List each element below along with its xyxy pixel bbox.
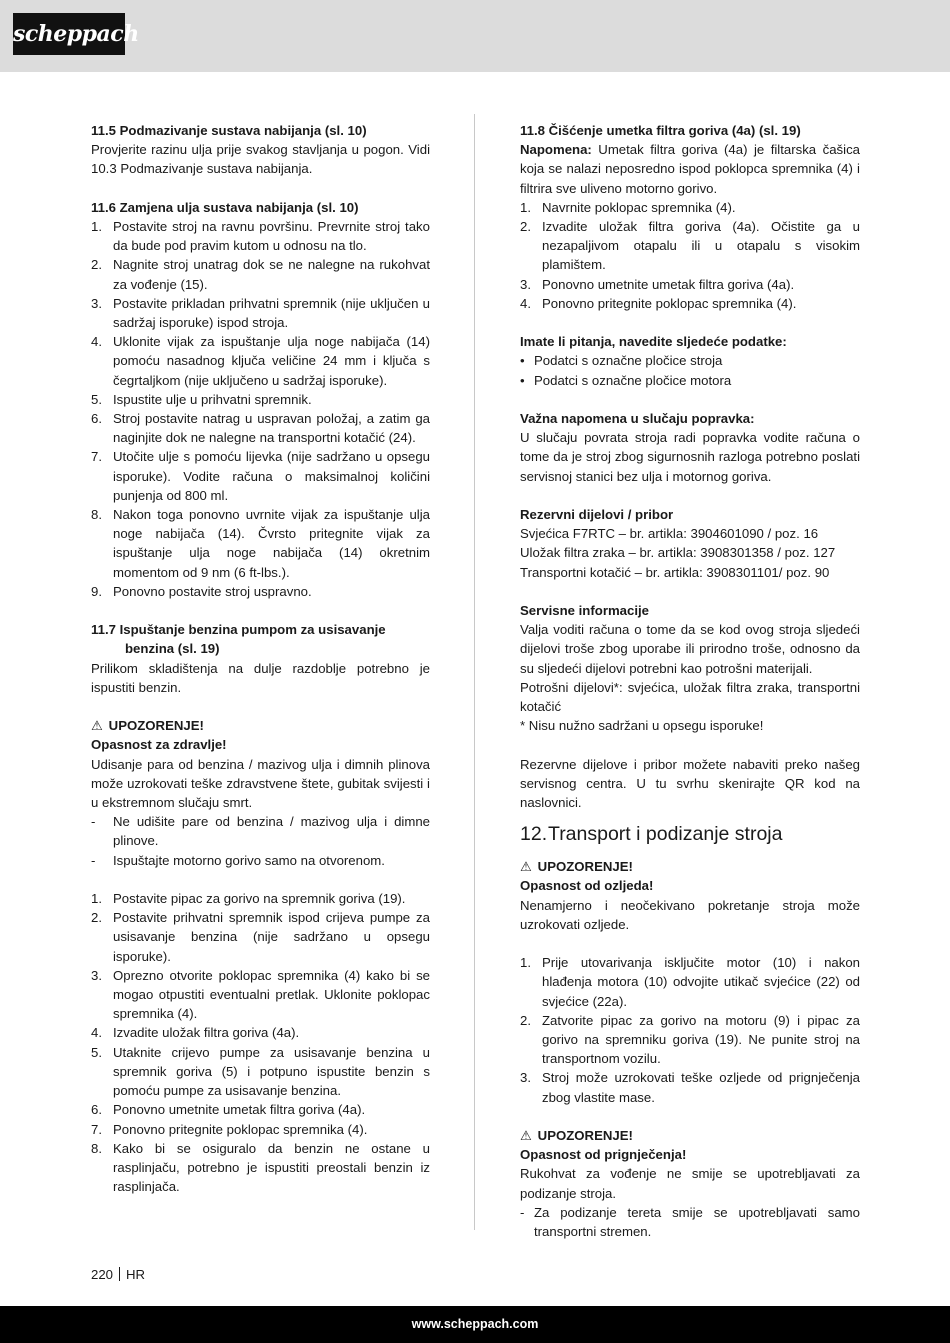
repair-heading: Važna napomena u slučaju popravka: — [520, 411, 755, 427]
list-item: 4. Ponovno pritegnite poklopac spremnika (4). — [520, 295, 797, 311]
service-heading: Servisne informacije — [520, 603, 650, 619]
list-item: 1. Postavite pipac za gorivo na spremnik goriva (19). — [91, 891, 406, 907]
note-11-8: Napomena: Umetak filtra goriva (4a) je filtarska čašica koja se nalazi neposredno ispod poklopca spremnika (4) i filtrira sve uliveno motorno gorivo. — [520, 142, 860, 196]
heading-11-5: 11.5 Podmazivanje sustava nabijanja (sl. 10) — [91, 123, 367, 138]
questions-heading: Imate li pitanja, navedite sljedeće podatke: — [520, 334, 787, 350]
right-column — [520, 121, 860, 1241]
repair-body: U slučaju povrata stroja radi popravka vodite računa o tome da je stroj zbog sigurnosnih razloga potrebno poslati servisnoj stanici bez ulja i motornog goriva. — [520, 430, 860, 484]
list-item: - Ispuštajte motorno gorivo samo na otvorenom. — [91, 852, 385, 868]
parts-line: Uložak filtra zraka – br. artikla: 3908301358 / poz. 127 — [520, 545, 836, 561]
danger-title: Opasnost za zdravlje! — [91, 737, 227, 753]
list-item: 1. Navrnite poklopac spremnika (4). — [520, 199, 736, 215]
paragraph-11-5: Provjerite razinu ulja prije svakog stavljanja u pogon. Vidi 10.3 Podmazivanje sustava nabijanja. — [91, 142, 430, 177]
warning-label: ⚠ UPOZORENJE! — [520, 1126, 860, 1145]
service-footnote: * Nisu nužno sadržani u opsegu isporuke! — [520, 718, 764, 734]
list-item: - Za podizanje tereta smije se upotrebljavati samo transportni stremen. — [520, 1204, 860, 1240]
steps-11-8 — [520, 198, 860, 313]
list-item: • Podatci s označne pločice motora — [520, 372, 732, 388]
warning-triangle-icon: ⚠ — [91, 718, 103, 734]
list-item: 4. Uklonite vijak za ispuštanje ulja noge nabijača (14) pomoću nasadnog ključa veličine 24 mm i ključa s čegrtaljkom (nije uključeno u sadržaj isporuke). — [91, 334, 430, 388]
list-item: 2. Zatvorite pipac za gorivo na motoru (9) i pipac za gorivo na spremniku goriva (19). Ne punite stroj na transportnom vozilu. — [520, 1012, 860, 1067]
list-item: 3. Stroj može uzrokovati teške ozljede od prignječenja zbog vlastite mase. — [520, 1070, 860, 1105]
warning-label: ⚠ UPOZORENJE! — [520, 857, 860, 876]
website-link[interactable]: www.scheppach.com — [411, 1317, 539, 1331]
list-item: • Podatci s označne pločice stroja — [520, 353, 723, 369]
list-item: 3. Oprezno otvorite poklopac spremnika (4) kako bi se mogao otpustiti eventualni pretlak. Uklonite poklopac spremnika (4). — [91, 967, 430, 1022]
list-item: 5. Utaknite crijevo pumpe za usisavanje benzina u spremnik goriva (5) i potpuno ispustite benzin s pomoću pumpe za usisavanje benzina. — [91, 1044, 430, 1099]
list-item: 7. Ponovno pritegnite poklopac spremnika (4). — [91, 1121, 368, 1137]
list-item: 8. Nakon toga ponovno uvrnite vijak za ispuštanje ulja noge nabijača (14). Čvrsto pritegnite vijak za ispuštanje ulja noge nabijača (14) okretnim momentom od 9 nm (6 ft-lbs.). — [91, 507, 430, 580]
section-12-title: 12.Transport i podizanje stroja — [520, 823, 783, 846]
list-item: 3. Ponovno umetnite umetak filtra goriva (4a). — [520, 276, 795, 292]
steps-12 — [520, 953, 860, 1107]
danger-body: Nenamjerno i neočekivano pokretanje stroja može uzrokovati ozljede. — [520, 897, 860, 932]
list-item: 1. Prije utovarivanja isključite motor (10) i nakon hlađenja motora (10) odvojite utikač svjećice (22) od svjećice (22a). — [520, 955, 860, 1009]
list-item: 8. Kako bi se osiguralo da benzin ne ostane u rasplinjaču, potrebno je ispustiti preostali benzin iz rasplinjača. — [91, 1140, 430, 1195]
service-order-info: Rezervne dijelove i pribor možete nabaviti preko našeg servisnog centra. U tu svrhu skenirajte QR kod na naslovnici. — [520, 756, 860, 811]
list-item: 2. Postavite prihvatni spremnik ispod crijeva pumpe za usisavanje benzina (nije sadržano u opsegu isporuke). — [91, 910, 430, 964]
parts-heading: Rezervni dijelovi / pribor — [520, 507, 674, 523]
heading-11-8: 11.8 Čišćenje umetka filtra goriva (4a) (sl. 19) — [520, 123, 801, 138]
dash-list — [91, 812, 430, 870]
parts-line: Svjećica F7RTC – br. artikla: 3904601090 / poz. 16 — [520, 526, 819, 542]
footer-bar — [0, 1306, 950, 1343]
list-item: 4. Izvadite uložak filtra goriva (4a). — [91, 1025, 300, 1041]
heading-11-7: 11.7 Ispuštanje benzina pumpom za usisavanje — [91, 622, 386, 638]
heading-11-7-cont: benzina (sl. 19) — [125, 641, 220, 657]
list-item: 7. Utočite ulje s pomoću lijevka (nije sadržano u opsegu isporuke). Vodite računa o maksimalnoj količini punjenja od 800 ml. — [91, 449, 430, 503]
service-consumables: Potrošni dijelovi*: svjećica, uložak filtra zraka, transportni kotačić — [520, 679, 860, 715]
list-item: 5. Ispustite ulje u prihvatni spremnik. — [91, 391, 312, 407]
list-item: - Ne udišite pare od benzina / mazivog ulja i dimne plinove. — [91, 814, 430, 849]
list-item: 2. Nagnite stroj unatrag dok se ne nalegne na rukohvat za vođenje (15). — [91, 257, 430, 292]
list-item: 9. Ponovno postavite stroj uspravno. — [91, 583, 312, 599]
list-item: 2. Izvadite uložak filtra goriva (4a). Očistite ga u nezapaljivom otapalu ili u otapalu s visokim plamištem. — [520, 219, 860, 273]
list-item: 6. Ponovno umetnite umetak filtra goriva (4a). — [91, 1102, 366, 1118]
service-body: Valja voditi računa o tome da se kod ovog stroja sljedeći dijelovi troše zbog uporabe ili prirodno troše, odnosno da su sljedeći dijelovi potrebni kao potrošni materijali. — [520, 622, 860, 676]
list-item: 1. Postavite stroj na ravnu površinu. Prevrnite stroj tako da bude pod pravim kutom u odnosu na tlo. — [91, 219, 430, 254]
danger-body: Rukohvat za vođenje ne smije se upotrebljavati za podizanje stroja. — [520, 1166, 860, 1201]
heading-11-6: 11.6 Zamjena ulja sustava nabijanja (sl. 10) — [91, 199, 359, 215]
list-item: 3. Postavite prikladan prihvatni spremnik (nije uključen u sadržaj isporuke) ispod stroja. — [91, 295, 430, 331]
danger-body: Udisanje para od benzina / mazivog ulja i dimnih plinova može uzrokovati teške zdravstvene štete, gubitak svijesti i u ekstremnom slučaju smrt. — [91, 756, 430, 811]
warning-triangle-icon: ⚠ — [520, 859, 532, 875]
steps-11-7 — [91, 889, 430, 1196]
dash-list — [520, 1203, 860, 1241]
page-number: 220 HR — [91, 1267, 146, 1282]
list-item: 6. Stroj postavite natrag u uspravan položaj, a zatim ga naginjite dok ne nalegne na transportni kotačić (24). — [91, 411, 430, 446]
steps-11-6 — [91, 217, 430, 601]
questions-list — [520, 351, 860, 389]
warning-triangle-icon: ⚠ — [520, 1128, 532, 1144]
left-column — [91, 121, 430, 1196]
column-divider — [474, 114, 475, 1230]
paragraph-11-7: Prilikom skladištenja na dulje razdoblje potrebno je ispustiti benzin. — [91, 660, 430, 695]
header-bar — [0, 0, 950, 72]
warning-label: ⚠ UPOZORENJE! — [91, 716, 430, 735]
scheppach-logo: scheppach — [13, 13, 125, 55]
danger-title: Opasnost od ozljeda! — [520, 878, 654, 894]
danger-title: Opasnost od prignječenja! — [520, 1147, 687, 1163]
parts-line: Transportni kotačić – br. artikla: 3908301101/ poz. 90 — [520, 564, 830, 580]
